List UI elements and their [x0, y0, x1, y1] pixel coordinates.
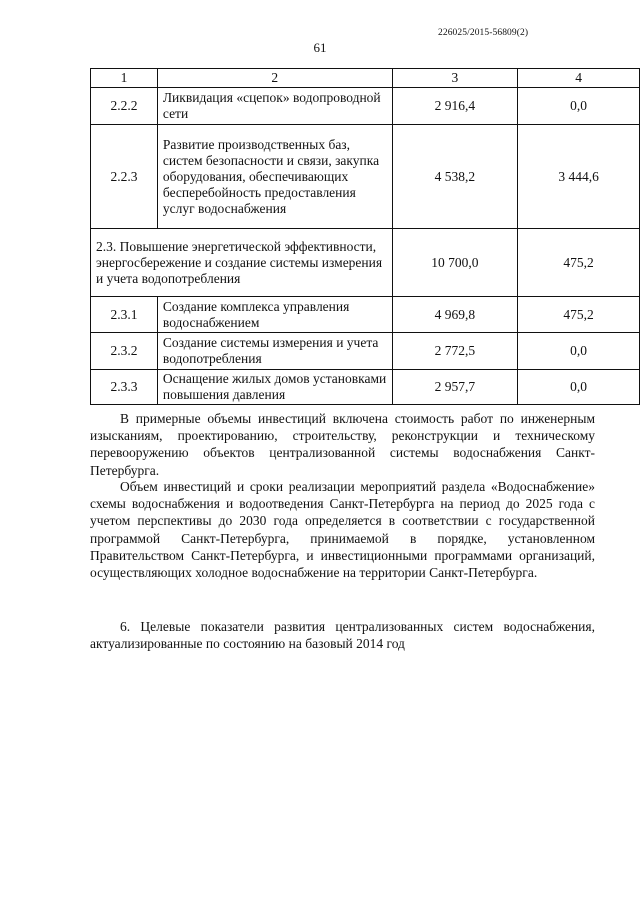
table-row: [91, 88, 640, 125]
row-description: Создание системы измерения и учета водопотребления: [157, 333, 392, 370]
table-header-cell: 1: [91, 69, 158, 88]
table-row: [91, 297, 640, 333]
table-section-row: [91, 229, 640, 297]
row-value-2: 475,2: [518, 297, 640, 333]
section-title: 2.3. Повышение энергетической эффективности, энергосбережение и создание системы измерения и учета водопотребления: [91, 229, 393, 297]
row-value-1: 4 538,2: [392, 125, 518, 229]
row-value-1: 10 700,0: [392, 229, 518, 297]
paragraph-investment-volume: [90, 478, 595, 581]
table-row: [91, 370, 640, 405]
table-row: [91, 333, 640, 370]
row-number: 2.3.3: [91, 370, 158, 405]
table-header-cell: 4: [518, 69, 640, 88]
row-number: 2.2.3: [91, 125, 158, 229]
row-description: Развитие производственных баз, систем безопасности и связи, закупка оборудования, обеспечивающих бесперебойность предоставления услуг водоснабжения: [157, 125, 392, 229]
row-number: 2.3.1: [91, 297, 158, 333]
row-value-1: 2 916,4: [392, 88, 518, 125]
row-number: 2.2.2: [91, 88, 158, 125]
row-value-2: 0,0: [518, 370, 640, 405]
row-value-1: 2 772,5: [392, 333, 518, 370]
investment-table: [90, 68, 640, 405]
row-value-2: 0,0: [518, 88, 640, 125]
row-value-2: 0,0: [518, 333, 640, 370]
row-description: Ликвидация «сцепок» водопроводной сети: [157, 88, 392, 125]
document-id: 226025/2015-56809(2): [438, 28, 529, 38]
row-value-2: 3 444,6: [518, 125, 640, 229]
paragraph-text: 6. Целевые показатели развития централизованных систем водоснабжения, актуализированные по состоянию на базовый 2014 год: [90, 619, 595, 652]
row-value-1: 4 969,8: [392, 297, 518, 333]
section-heading-targets: [90, 618, 595, 652]
paragraph-investment-scope: [90, 410, 595, 479]
row-description: Оснащение жилых домов установками повышения давления: [157, 370, 392, 405]
row-number: 2.3.2: [91, 333, 158, 370]
row-value-2: 475,2: [518, 229, 640, 297]
table-row: [91, 125, 640, 229]
row-description: Создание комплекса управления водоснабжением: [157, 297, 392, 333]
paragraph-text: Объем инвестиций и сроки реализации мероприятий раздела «Водоснабжение» схемы водоснабжения и водоотведения Санкт-Петербурга на период до 2025 года с учетом перспективы до 2030 года определяется в соответствии с государственной программой Санкт-Петербурга, принимаемой в порядке, установленном Правительством Санкт-Петербурга, и инвестиционными программами организаций, осуществляющих холодное водоснабжение на территории Санкт-Петербурга.: [90, 479, 595, 581]
table-header-cell: 2: [157, 69, 392, 88]
table-header-row: [91, 69, 640, 88]
page-number: 61: [313, 40, 327, 55]
row-value-1: 2 957,7: [392, 370, 518, 405]
paragraph-text: В примерные объемы инвестиций включена стоимость работ по инженерным изысканиям, проектированию, строительству, реконструкции и техническому перевооружению объектов централизованной системы водоснабжения Санкт-Петербурга.: [90, 411, 595, 478]
table-header-cell: 3: [392, 69, 518, 88]
